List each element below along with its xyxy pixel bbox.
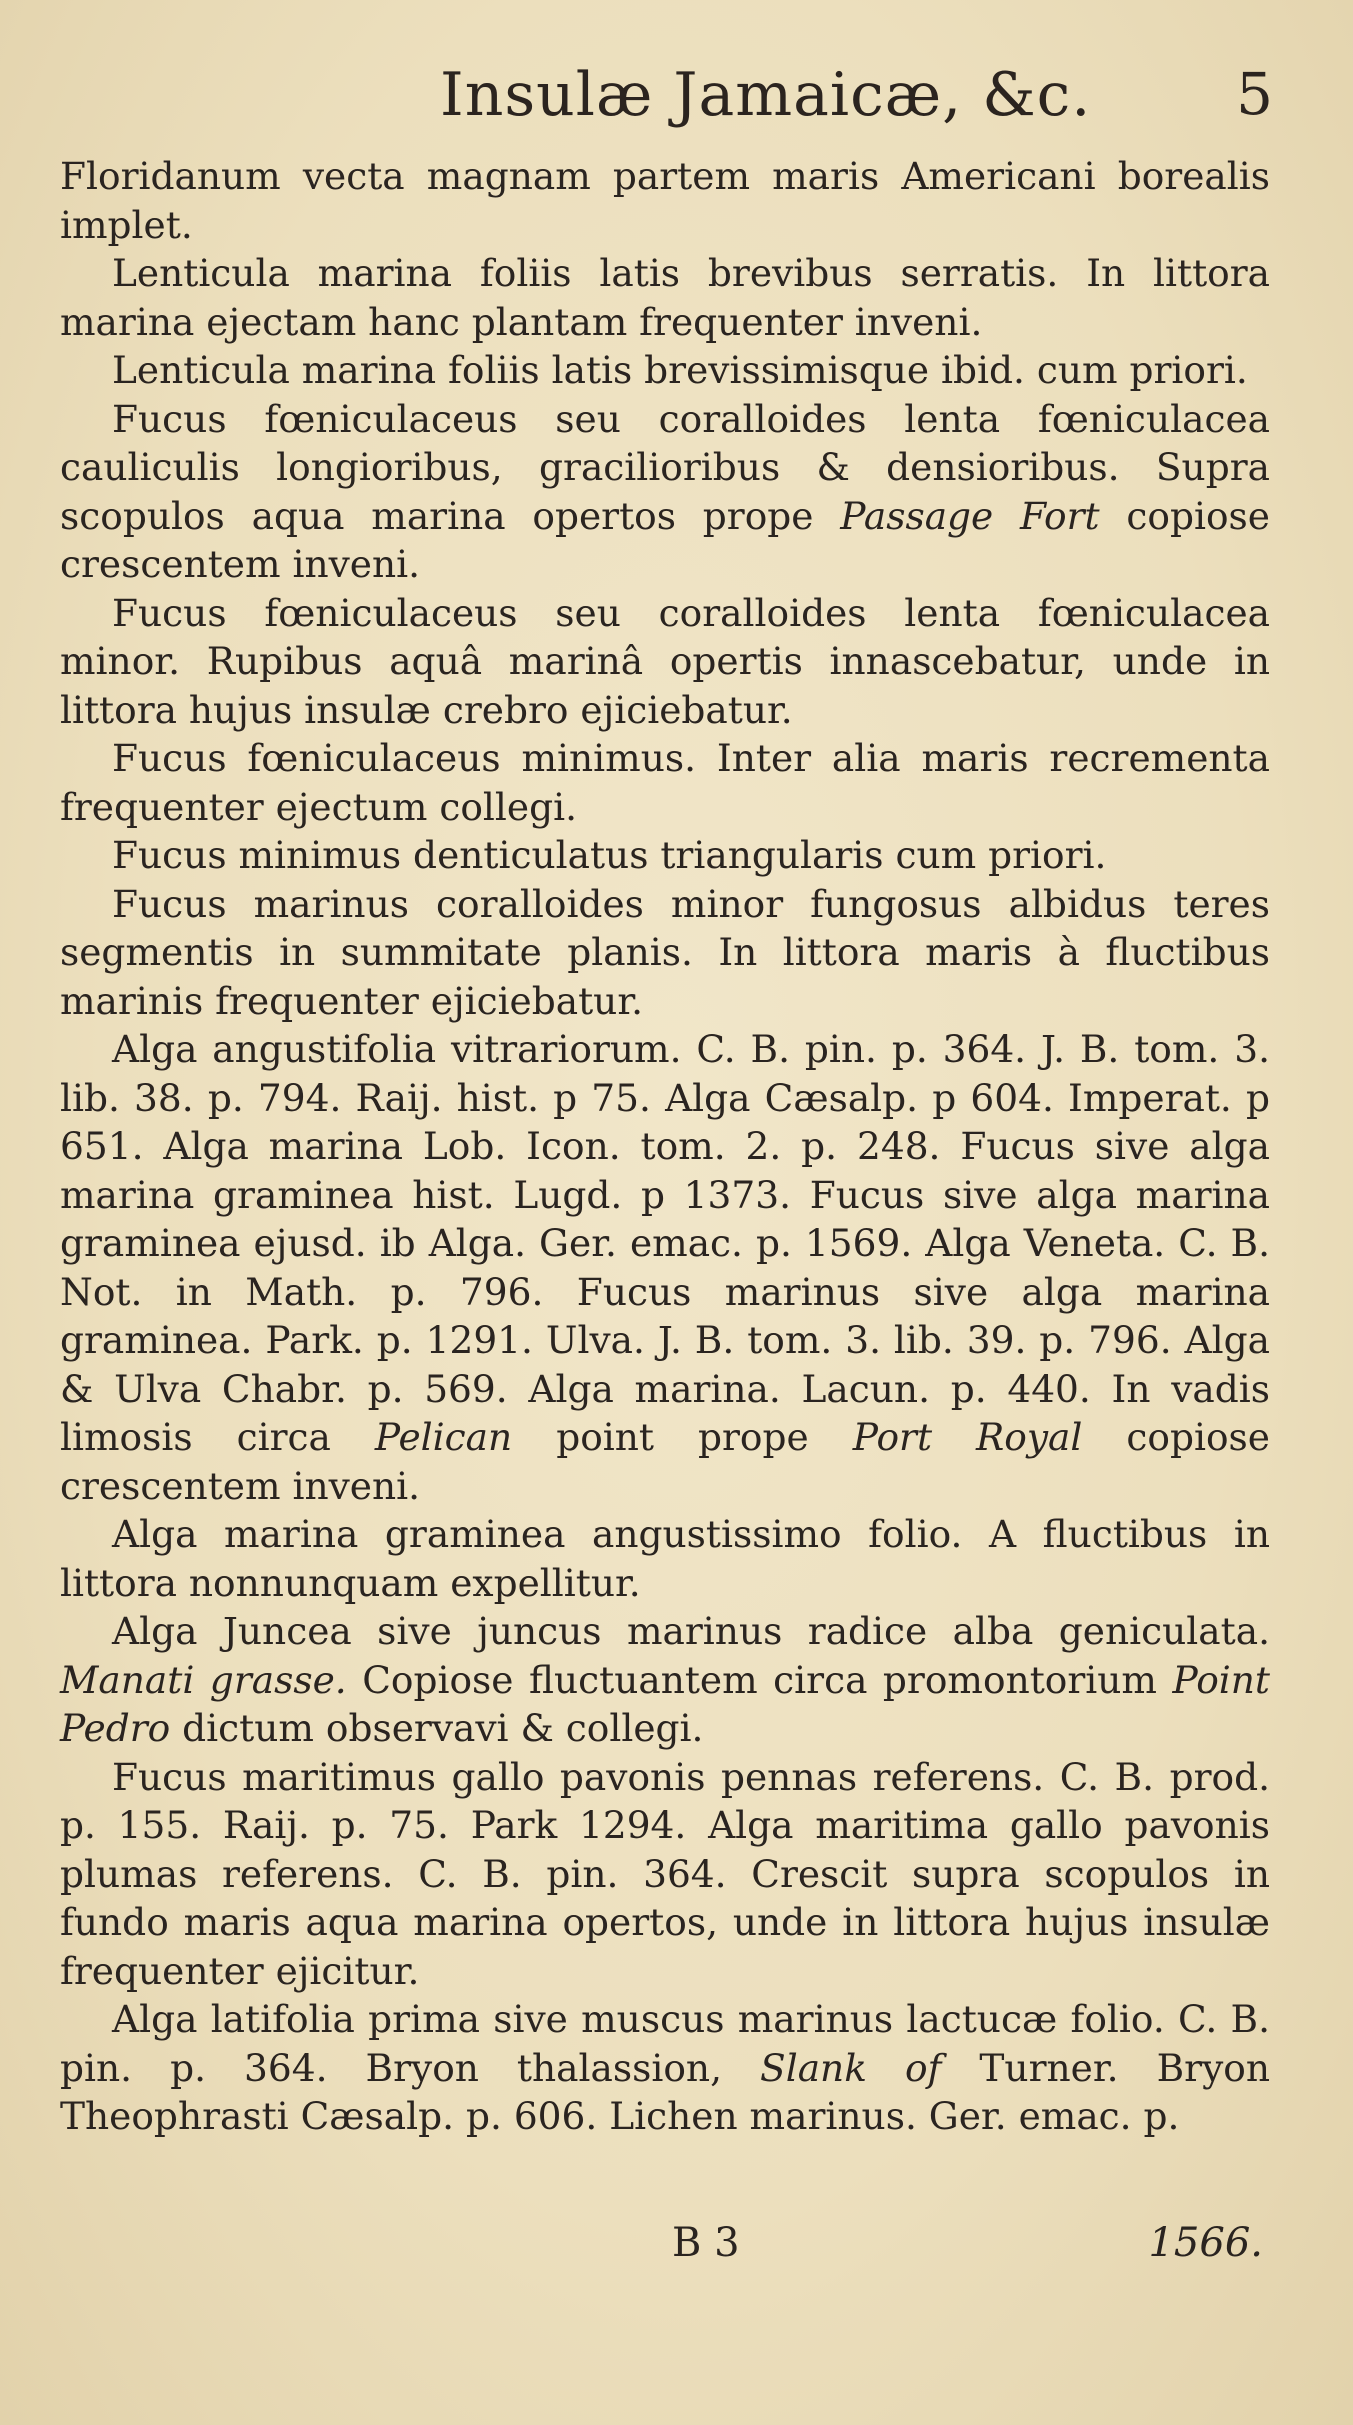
italic-run: Passage Fort	[840, 493, 1100, 538]
text-run: Fucus fœniculaceus seu coralloides lenta fœniculacea minor. Rupibus aquâ marinâ opertis innascebatur, unde in littora hujus insulæ crebro ejiciebatur.	[60, 590, 1270, 732]
paragraph	[60, 1753, 1270, 1996]
italic-run: Port Royal	[852, 1415, 1083, 1459]
paragraph	[60, 249, 1270, 346]
text-run: Floridanum vecta magnam partem maris Americani borealis implet.	[60, 154, 1270, 247]
paragraph	[60, 589, 1270, 735]
italic-run: Manati grasse.	[60, 1657, 347, 1702]
text-run: Lenticula marina foliis latis brevissimisque ibid. cum priori.	[112, 348, 1248, 392]
text-run: Fucus maritimus gallo pavonis pennas referens. C. B. prod. p. 155. Raij. p. 75. Park 1294. Alga maritima gallo pavonis plumas referens. C. B. pin. 364. Crescit supra scopulos in fundo maris aqua marina opertos, unde in littora hujus insulæ frequenter ejicitur.	[60, 1754, 1270, 1993]
text-run: Fucus marinus coralloides minor fungosus albidus teres segmentis in summitate planis. In littora maris à fluctibus marinis frequenter ejiciebatur.	[60, 881, 1270, 1023]
text-run: Fucus fœniculaceus seu coralloides lenta fœniculacea cauliculis longioribus, gracilioribus & densioribus. Supra scopulos aqua marina opertos prope	[60, 396, 1270, 538]
text-run: copiose crescentem inveni.	[60, 493, 1270, 586]
text-run: Fucus fœniculaceus minimus. Inter alia maris recrementa frequenter ejectum collegi.	[60, 736, 1270, 829]
text-run: copiose crescentem inveni.	[60, 1415, 1270, 1508]
paragraph	[60, 831, 1270, 880]
catchword: 1566.	[1148, 2220, 1263, 2266]
paragraph	[60, 1607, 1270, 1753]
text-run: Lenticula marina foliis latis brevibus serratis. In littora marina ejectam hanc plantam frequenter inveni.	[60, 251, 1270, 344]
paragraph	[60, 734, 1270, 831]
running-title: Insulæ Jamaicæ, &c.	[440, 60, 1092, 130]
signature-mark: B 3	[672, 2220, 740, 2266]
italic-run: Slank of	[760, 2045, 942, 2090]
page-number: 5	[1236, 60, 1273, 128]
text-run: Fucus minimus denticulatus triangularis cum priori.	[112, 833, 1107, 877]
paragraph	[60, 346, 1270, 395]
text-run: Alga Juncea sive juncus marinus radice alba geniculata.	[112, 1609, 1270, 1653]
text-run: Alga latifolia prima sive muscus marinus lactucæ folio. C. B. pin. p. 364. Bryon thalassion,	[60, 1997, 1270, 2090]
paragraph	[60, 1995, 1270, 2141]
italic-run: Pelican	[374, 1415, 513, 1459]
italic-run: Point Pedro	[60, 1657, 1270, 1750]
text-run: Alga marina graminea angustissimo folio. A fluctibus in littora nonnunquam expellitur.	[60, 1512, 1270, 1605]
paragraph	[60, 152, 1270, 249]
running-head	[0, 60, 1353, 150]
paragraph	[60, 880, 1270, 1026]
text-run: Alga angustifolia vitrariorum. C. B. pin. p. 364. J. B. tom. 3. lib. 38. p. 794. Raij. hist. p 75. Alga Cæsalp. p 604. Imperat. p 651. Alga marina Lob. Icon. tom. 2. p. 248. Fucus sive alga marina graminea hist. Lugd. p 1373. Fucus sive alga marina graminea ejusd. ib Alga. Ger. emac. p. 1569. Alga Veneta. C. B. Not. in Math. p. 796. Fucus marinus sive alga marina graminea. Park. p. 1291. Ulva. J. B. tom. 3. lib. 39. p. 796. Alga & Ulva Chabr. p. 569. Alga marina. Lacun. p. 440. In vadis limosis circa	[60, 1027, 1270, 1459]
body-text	[60, 152, 1270, 2141]
text-run: dictum observavi & collegi.	[170, 1706, 704, 1750]
paragraph	[60, 1025, 1270, 1510]
text-run: Copiose fluctuantem circa promontorium	[346, 1657, 1173, 1702]
paragraph	[60, 395, 1270, 589]
text-run: point prope	[512, 1415, 853, 1459]
paragraph	[60, 1510, 1270, 1607]
page-footer	[0, 2220, 1353, 2280]
text-run: Turner. Bryon Theophrasti Cæsalp. p. 606. Lichen marinus. Ger. emac. p.	[60, 2045, 1270, 2138]
